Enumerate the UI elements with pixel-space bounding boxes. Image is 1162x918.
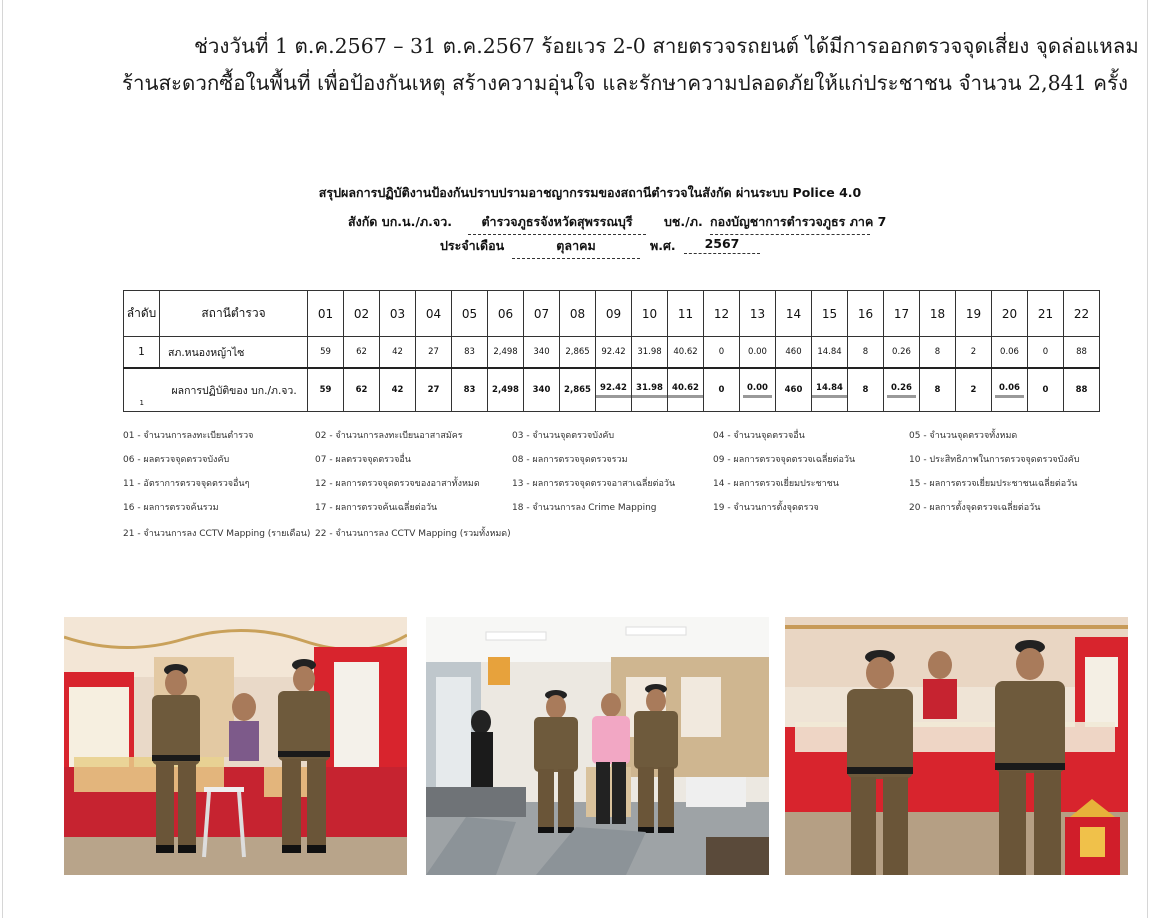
table-cell: 0 xyxy=(704,368,740,412)
intro-line-1: ช่วงวันที่ 1 ต.ค.2567 – 31 ต.ค.2567 ร้อยเวร 2-0 สายตรวจรถยนต์ ได้มีการออกตรวจจุดเสี่ยง จุดล่อแหลม xyxy=(194,34,1139,58)
year-value: 2567 xyxy=(684,236,760,254)
table-cell: 14.84 xyxy=(812,337,848,369)
table-cell: 27 xyxy=(416,368,452,412)
table-cell: 62 xyxy=(344,337,380,369)
table-cell: 31.98 xyxy=(632,337,668,369)
table-cell: 83 xyxy=(452,368,488,412)
legend-item: 12 - ผลการตรวจจุดตรวจของอาสาทั้งหมด xyxy=(315,479,480,489)
header-col: 02 xyxy=(344,291,380,337)
photo-office-center xyxy=(426,617,769,875)
table-row xyxy=(124,337,1100,369)
row-station: สภ.หนองหญ้าไซ xyxy=(160,337,308,369)
underlined-value: 92.42 xyxy=(596,383,631,398)
underlined-value: 14.84 xyxy=(812,383,847,398)
legend-item: 22 - จำนวนการลง CCTV Mapping (รวมทั้งหมด) xyxy=(315,529,511,539)
header-col: 06 xyxy=(488,291,524,337)
header-col: 01 xyxy=(308,291,344,337)
legend-item: 16 - ผลการตรวจค้นรวม xyxy=(123,503,219,513)
header-col: 12 xyxy=(704,291,740,337)
year-label: พ.ศ. xyxy=(650,238,676,253)
table-cell: 62 xyxy=(344,368,380,412)
table-header-row xyxy=(124,291,1100,337)
legend-item: 02 - จำนวนการลงทะเบียนอาสาสมัคร xyxy=(315,431,463,441)
photo-gold-shop-left xyxy=(64,617,407,875)
report-header xyxy=(270,183,910,260)
table-cell: 2 xyxy=(956,368,992,412)
table-cell: 59 xyxy=(308,337,344,369)
legend-item: 04 - จำนวนจุดตรวจอื่น xyxy=(713,431,805,441)
table-cell: 2,865 xyxy=(560,337,596,369)
report-unit-row xyxy=(270,212,910,236)
header-col: 18 xyxy=(920,291,956,337)
legend-item: 14 - ผลการตรวจเยี่ยมประชาชน xyxy=(713,479,839,489)
table-cell: 0 xyxy=(1028,337,1064,369)
table-cell: 27 xyxy=(416,337,452,369)
unit-value: ตำรวจภูธรจังหวัดสุพรรณบุรี xyxy=(468,212,646,235)
legend-item: 05 - จำนวนจุดตรวจทั้งหมด xyxy=(909,431,1018,441)
header-station: สถานีตำรวจ xyxy=(160,291,308,337)
table-cell: 92.42 xyxy=(596,337,632,369)
table-cell: 40.62 xyxy=(668,337,704,369)
table-cell: 8 xyxy=(848,368,884,412)
header-index: ลำดับ xyxy=(124,291,160,337)
stats-table xyxy=(123,290,1100,412)
legend-item: 11 - อัตราการตรวจจุดตรวจอื่นๆ xyxy=(123,479,250,489)
header-col: 16 xyxy=(848,291,884,337)
legend-item: 18 - จำนวนการลง Crime Mapping xyxy=(512,503,657,513)
legend-item: 06 - ผลตรวจจุดตรวจบังคับ xyxy=(123,455,230,465)
page-border-right xyxy=(1147,0,1148,918)
underlined-value: 40.62 xyxy=(668,383,703,398)
summary-index: 1 xyxy=(124,368,160,412)
table-cell: 460 xyxy=(776,368,812,412)
table-cell: 0.26 xyxy=(884,337,920,369)
table-summary-row xyxy=(124,368,1100,412)
header-col: 21 xyxy=(1028,291,1064,337)
underlined-value: 31.98 xyxy=(632,383,667,398)
table-cell: 8 xyxy=(920,368,956,412)
table-cell: 0.00 xyxy=(740,337,776,369)
legend-item: 01 - จำนวนการลงทะเบียนตำรวจ xyxy=(123,431,254,441)
command-value: กองบัญชาการตำรวจภูธร ภาค 7 xyxy=(710,212,870,235)
month-label: ประจำเดือน xyxy=(440,238,505,253)
table-cell: 42 xyxy=(380,368,416,412)
legend-item: 20 - ผลการตั้งจุดตรวจเฉลี่ยต่อวัน xyxy=(909,503,1041,513)
underlined-value: 0.06 xyxy=(995,383,1024,398)
unit-label: สังกัด บก.น./ภ.จว. xyxy=(348,214,452,229)
intro-paragraph xyxy=(122,28,1139,102)
row-index: 1 xyxy=(124,337,160,369)
table-cell: 42 xyxy=(380,337,416,369)
legend-item: 21 - จำนวนการลง CCTV Mapping (รายเดือน) xyxy=(123,529,311,539)
header-col: 04 xyxy=(416,291,452,337)
header-col: 05 xyxy=(452,291,488,337)
table-cell: 8 xyxy=(920,337,956,369)
intro-line-2: ร้านสะดวกซื้อในพื้นที่ เพื่อป้องกันเหตุ สร้างความอุ่นใจ และรักษาความปลอดภัยให้แก่ประชาชน จำนวน 2,841 ครั้ง xyxy=(122,71,1128,95)
table-cell: 2,498 xyxy=(488,368,524,412)
table-cell: 0 xyxy=(704,337,740,369)
table-cell: 2 xyxy=(956,337,992,369)
legend-item: 08 - ผลการตรวจจุดตรวจรวม xyxy=(512,455,628,465)
table-cell: 0 xyxy=(1028,368,1064,412)
legend-item: 15 - ผลการตรวจเยี่ยมประชาชนเฉลี่ยต่อวัน xyxy=(909,479,1078,489)
table-cell xyxy=(596,368,632,412)
underlined-value: 0.26 xyxy=(887,383,916,398)
summary-station: ผลการปฏิบัติของ บก./ภ.จว. xyxy=(160,368,308,412)
legend-item: 07 - ผลตรวจจุดตรวจอื่น xyxy=(315,455,411,465)
table-cell: 8 xyxy=(848,337,884,369)
legend-item: 19 - จำนวนการตั้งจุดตรวจ xyxy=(713,503,819,513)
report-title: สรุปผลการปฏิบัติงานป้องกันปราบปรามอาชญากรรมของสถานีตำรวจในสังกัด ผ่านระบบ Police 4.0 xyxy=(318,185,862,200)
table-cell xyxy=(632,368,668,412)
header-col: 19 xyxy=(956,291,992,337)
underlined-value: 0.00 xyxy=(743,383,772,398)
table-cell: 83 xyxy=(452,337,488,369)
command-label: บช./ภ. xyxy=(664,214,703,229)
legend-item: 03 - จำนวนจุดตรวจบังคับ xyxy=(512,431,615,441)
month-value: ตุลาคม xyxy=(512,236,640,259)
header-col: 17 xyxy=(884,291,920,337)
table-cell: 340 xyxy=(524,368,560,412)
header-col: 08 xyxy=(560,291,596,337)
table-cell: 2,498 xyxy=(488,337,524,369)
table-cell: 88 xyxy=(1064,368,1100,412)
legend-item: 10 - ประสิทธิภาพในการตรวจจุดตรวจบังคับ xyxy=(909,455,1080,465)
table-cell xyxy=(668,368,704,412)
legend-item: 17 - ผลการตรวจค้นเฉลี่ยต่อวัน xyxy=(315,503,438,513)
table-cell: 0.06 xyxy=(992,337,1028,369)
legend-item: 13 - ผลการตรวจจุดตรวจอาสาเฉลี่ยต่อวัน xyxy=(512,479,676,489)
header-col: 14 xyxy=(776,291,812,337)
header-col: 15 xyxy=(812,291,848,337)
photo-gold-shop-right xyxy=(785,617,1128,875)
table-cell: 460 xyxy=(776,337,812,369)
table-cell xyxy=(884,368,920,412)
header-col: 20 xyxy=(992,291,1028,337)
header-col: 03 xyxy=(380,291,416,337)
table-cell: 59 xyxy=(308,368,344,412)
header-col: 22 xyxy=(1064,291,1100,337)
legend-item: 09 - ผลการตรวจจุดตรวจเฉลี่ยต่อวัน xyxy=(713,455,856,465)
header-col: 13 xyxy=(740,291,776,337)
header-col: 09 xyxy=(596,291,632,337)
table-cell xyxy=(812,368,848,412)
header-col: 10 xyxy=(632,291,668,337)
table-cell: 88 xyxy=(1064,337,1100,369)
table-cell: 2,865 xyxy=(560,368,596,412)
table-cell xyxy=(740,368,776,412)
header-col: 07 xyxy=(524,291,560,337)
table-cell: 340 xyxy=(524,337,560,369)
page-border-left xyxy=(2,0,3,918)
report-period-row xyxy=(270,236,910,260)
header-col: 11 xyxy=(668,291,704,337)
table-cell xyxy=(992,368,1028,412)
